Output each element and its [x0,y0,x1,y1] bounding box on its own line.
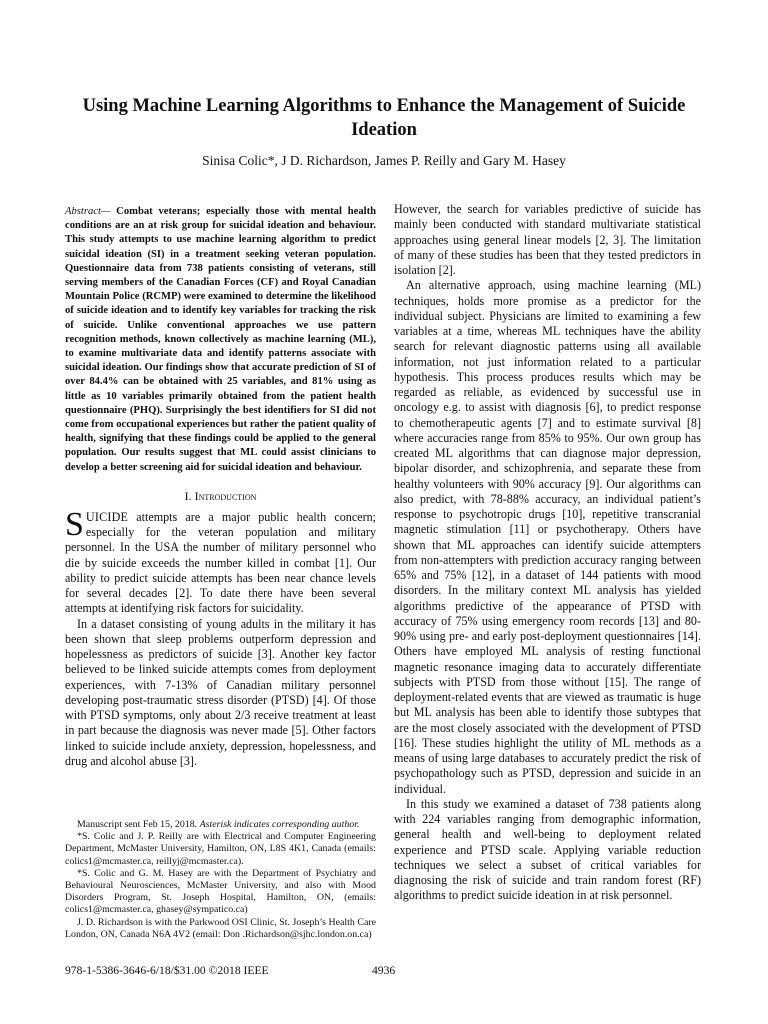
intro-first-word: UICIDE [85,509,129,524]
left-column [65,205,376,769]
right-paragraph-1: However, the search for variables predictive of suicide has mainly been conducted with standard multivariate statistical approaches using general linear models [2, 3]. The limitation of many of these studies has been that they tested predictors in isolation [2]. [394,202,701,277]
footnote-affiliation-2: *S. Colic and G. M. Hasey are with the Department of Psychiatry and Behavioural Neurosciences, McMaster University, and also with Mood Disorders Program, St. Joseph Hospital, Hamilton, ON, (emails: colics1@mcmaster.ca, ghasey@sympatico.ca) [65,867,376,916]
right-paragraph-3: In this study we examined a dataset of 738 patients along with 224 variables ranging from demographic information, general health and well-being to deployment related experience and PTSD scale. Applying variable reduction techniques we select a subset of critical variables for diagnosing the risk of suicide and train random forest (RF) algorithms to predict suicide ideation in at risk personnel. [394,796,701,903]
abstract [65,205,376,475]
footnote-affiliation-1: *S. Colic and J. P. Reilly are with Electrical and Computer Engineering Department, McMaster University, Hamilton, ON, L8S 4K1, Canada (emails: colics1@mcmaster.ca, reillyj@mcmaster.ca). [65,831,376,867]
footnote-asterisk-note: Asterisk indicates corresponding author. [199,819,360,830]
page-number: 4936 [372,964,396,977]
footnote-manuscript [65,819,376,831]
footer-isbn: 978-1-5386-3646-6/18/$31.00 ©2018 IEEE [65,964,269,977]
footnote-affiliation-3: J. D. Richardson is with the Parkwood OSI Clinic, St. Joseph’s Health Care London, ON, Canada N6A 4V2 (email: Don .Richardson@sjhc.london.on.ca) [65,916,376,940]
paper-title: Using Machine Learning Algorithms to Enhance the Management of Suicide Ideation [82,96,686,140]
intro-paragraph-1 [65,505,376,617]
abstract-label: Abstract— [65,206,111,217]
footnote-manuscript-date: Manuscript sent Feb 15, 2018. [77,819,200,830]
author-list: Sinisa Colic*, J D. Richardson, James P. Reilly and Gary M. Hasey [202,153,566,168]
right-paragraph-2: An alternative approach, using machine learning (ML) techniques, holds more promise as a predictor for the individual subject. Physicians are limited to examining a few variables at a time, whereas ML techniques have the ability search for relevant diagnostic patterns using all available information, not just information related to a particular hypothesis. This process produces results which may be regarded as reliable, as evidenced by successful use in oncology e.g. to assist with diagnosis [6], to predict response to chemotherapeutic agents [7] and to estimate survival [8] where accuracies range from 85% to 95%. Our own group has created ML algorithms that can diagnose major depression, bipolar disorder, and schizophrenia, and separate these from healthy volunteers with 90% accuracy [9]. Our algorithms can also predict, with 78-88% accuracy, an individual patient’s response to psychotropic drugs [10], repetitive transcranial magnetic stimulation [11] or psychotherapy. Others have shown that ML approaches can identify suicide attempters from non-attempters with prediction accuracy ranging between 65% and 75% [12], in a dataset of 144 patients with mood disorders. In the military context ML analysis has yielded algorithms predictive of the appearance of PTSD with accuracy of 75% using emergency room records [13] and 80-90% using pre- and early post-deployment questionnaires [14]. Others have employed ML analysis of resting functional magnetic resonance imaging data to accurately differentiate subjects with PTSD from those without [15]. The range of deployment-related events that are viewed as traumatic is huge but ML analysis has been able to identify those subtypes that are the most closely associated with the development of PTSD [16]. These studies highlight the utility of ML methods as a means of using large databases to accurately predict the risk of psychopathology such as PTSD, depression and suicide in an individual. [394,278,701,796]
section-title: Introduction [194,488,257,503]
footnotes [65,819,376,941]
drop-cap: S [65,505,84,543]
abstract-text: Combat veterans; especially those with mental health conditions are an at risk group for suicidal ideation and behaviour. This study attempts to use machine learning algorithm to predict suicidal ideation (SI) in a treatment seeking veteran population. Questionnaire data from 738 patients consisting of veterans, still serving members of the Canadian Forces (CF) and Royal Canadian Mountain Police (RCMP) were examined to determine the likelihood of suicide ideation and to identify key variables for tracking the risk of suicide. Unlike conventional approaches we use pattern recognition methods, known collectively as machine learning (ML), to examine multivariate data and identify patterns associate with suicidal ideation. Our findings show that accurate prediction of SI of over 84.4% can be obtained with 25 variables, and 81% using as little as 10 variables primarily obtained from the patient health questionnaire (PHQ). Surprisingly the best identifiers for SI did not come from occupational experiences but rather the patient quality of health, signifying that these findings could be applied to the general population. Our results suggest that ML could assist clinicians to develop a better screening aid for suicidal ideation and behaviour. [65,206,376,473]
section-heading-introduction [65,489,376,504]
intro-paragraph-2: In a dataset consisting of young adults in the military it has been shown that sleep problems outperform depression and hopelessness as predictors of suicide [3]. Another key factor believed to be linked suicide attempts comes from deployment experiences, with 7-13% of Canadian military personnel developing post-traumatic stress disorder (PTSD) [4]. Of those with PTSD symptoms, only about 2/3 receive treatment at least in part because the diagnosis was never made [5]. Other factors linked to suicide include anxiety, depression, hopelessness, and drug and alcohol abuse [3]. [65,616,376,768]
intro-paragraph-1-text: attempts are a major public health concern; especially for the veteran population and military personnel. In the USA the number of military personnel who die by suicide exceeds the number killed in combat [1]. Our ability to predict suicide attempts has been near chance levels for several decades [2]. To date there have been several attempts at identifying risk factors for suicidality. [65,509,376,616]
right-column [394,202,701,904]
section-number: I. [184,488,192,503]
